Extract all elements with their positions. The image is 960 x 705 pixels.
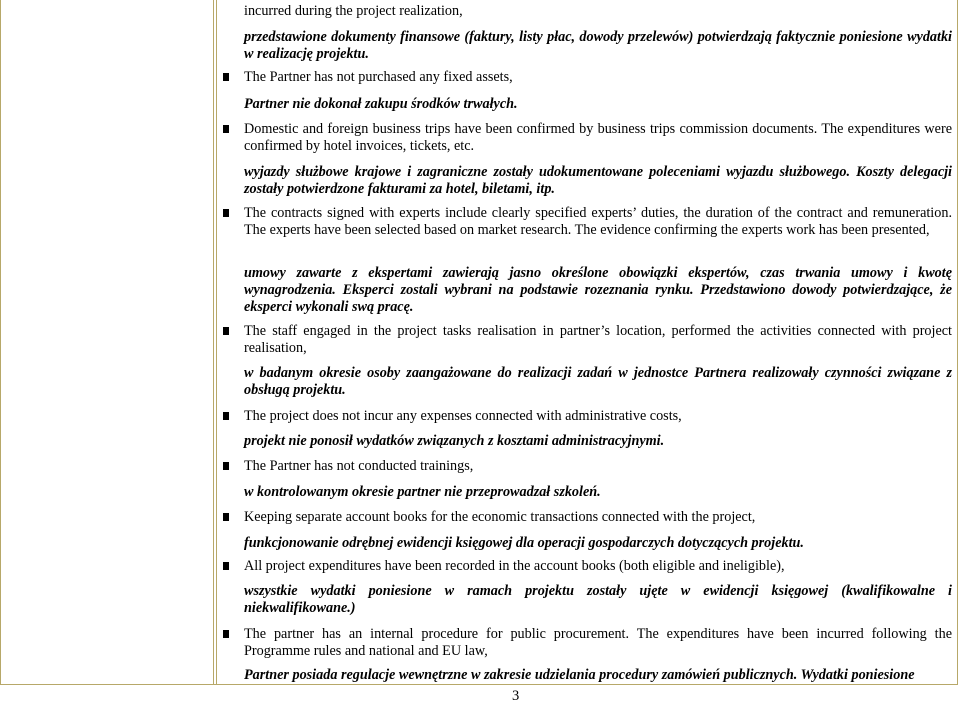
bullet-icon [222,509,232,519]
bullet-icon [222,626,232,636]
bullet-icon [222,408,232,418]
english-text: Keeping separate account books for the economic transactions connected with the project, [244,509,756,525]
english-text: The partner has an internal procedure for public procurement. The expenditures have been incurred following the Programme rules and national and EU law, [244,626,952,659]
bullet-icon [222,121,232,131]
polish-text: wszystkie wydatki poniesione w ramach projektu zostały ujęte w ewidencji księgowej (kwalifikowalne i niekwalifikowane.) [244,583,952,616]
polish-text: funkcjonowanie odrębnej ewidencji księgowej dla operacji gospodarczych dotyczących projektu. [244,535,804,551]
polish-text: Partner posiada regulacje wewnętrzne w zakresie udzielania procedury zamówień publicznych. Wydatki poniesione [244,667,915,683]
table-column-divider-double [216,0,217,685]
english-text: The Partner has not conducted trainings, [244,458,474,474]
table-border-bottom [0,684,958,685]
polish-text: Partner nie dokonał zakupu środków trwałych. [244,96,518,112]
english-text: The Partner has not purchased any fixed assets, [244,69,513,85]
polish-text: w badanym okresie osoby zaangażowane do realizacji zadań w jednostce Partnera realizowały czynności związane z obsługą projektu. [244,365,952,398]
english-text: Domestic and foreign business trips have been confirmed by business trips commission documents. The expenditures were confirmed by hotel invoices, tickets, etc. [244,121,952,154]
table-border-right [957,0,958,685]
bullet-icon [222,458,232,468]
english-text: The contracts signed with experts include clearly specified experts’ duties, the duration of the contract and remuneration. The experts have been selected based on market research. The evidence confirming the experts work has been presented, [244,205,952,238]
bullet-icon [222,69,232,79]
bullet-icon [222,558,232,568]
bullet-icon [222,205,232,215]
polish-text: projekt nie ponosił wydatków związanych z kosztami administracyjnymi. [244,433,665,449]
polish-text: umowy zawarte z ekspertami zawierają jasno określone obowiązki ekspertów, czas trwania umowy i kwotę wynagrodzenia. Eksperci zostali wybrani na podstawie rozeznania rynku. Przedstawiono dowody potwierdzające, że eksperci wykonali swą pracę. [244,265,952,315]
english-text: The staff engaged in the project tasks realisation in partner’s location, performed the activities connected with project realisation, [244,323,952,356]
polish-text: wyjazdy służbowe krajowe i zagraniczne zostały udokumentowane poleceniami wyjazdu służbowego. Koszty delegacji zostały potwierdzone fakturami za hotel, biletami, itp. [244,164,952,197]
table-border-left [0,0,1,685]
english-text: The project does not incur any expenses connected with administrative costs, [244,408,682,424]
bullet-icon [222,323,232,333]
english-text: All project expenditures have been recorded in the account books (both eligible and ineligible), [244,558,785,574]
english-text: incurred during the project realization, [244,3,463,19]
polish-text: przedstawione dokumenty finansowe (faktury, listy płac, dowody przelewów) potwierdzają faktycznie poniesione wydatki w realizację projektu. [244,29,952,62]
polish-text: w kontrolowanym okresie partner nie przeprowadzał szkoleń. [244,484,601,500]
page-number: 3 [512,688,520,704]
table-column-divider [213,0,214,685]
